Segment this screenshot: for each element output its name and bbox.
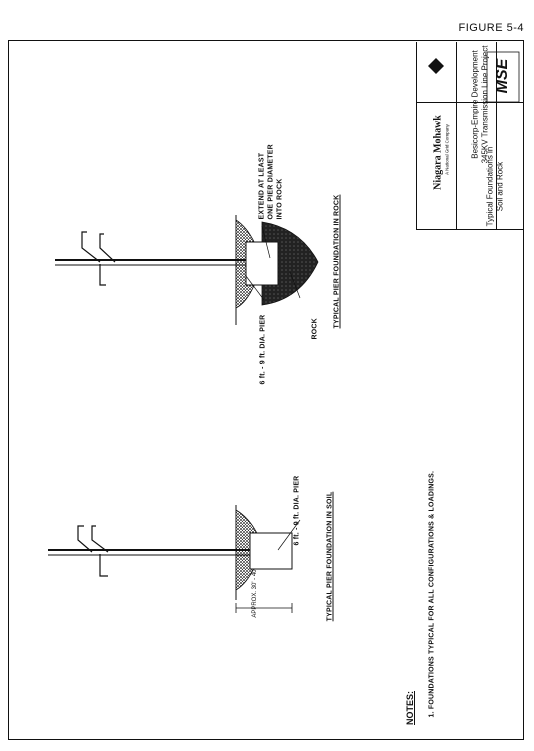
rock-foundation-drawing [55, 215, 318, 325]
soil-depth-label: APPROX. 30' - 40' [252, 568, 258, 618]
rock-pole-arm-lower-1 [100, 264, 106, 285]
rock-pole-arm-upper-2 [100, 234, 115, 262]
rock-extend-line-1: EXTEND AT LEAST [258, 152, 266, 220]
project-line-2: 345KV Transmission Line Project [480, 45, 490, 164]
rock-extend-line-3: INTO ROCK [276, 178, 284, 220]
soil-pole-arm-lower-1 [100, 554, 108, 576]
soil-pole-arm-upper-2 [92, 526, 108, 552]
company-name: Niagara Mohawk [432, 115, 444, 190]
rock-label: ROCK [311, 318, 319, 340]
rock-extend-line-2: ONE PIER DIAMETER [267, 144, 275, 220]
mse-logo-text: MSE [494, 58, 511, 94]
rock-pole-arm-upper-1 [82, 232, 100, 262]
company-subtitle: A National Grid Company [444, 124, 450, 175]
drawing-title-line-2: Soil and Rock [495, 161, 505, 212]
drawing-title-line-1: Typical Foundations in [485, 146, 495, 227]
project-line-1: Besicorp-Empire Development [470, 50, 480, 159]
rock-pier [246, 242, 278, 285]
notes-heading: NOTES: [405, 690, 415, 725]
soil-foundation-drawing [48, 505, 300, 613]
soil-detail-caption: TYPICAL PIER FOUNDATION IN SOIL [326, 491, 334, 622]
soil-pole-arm-upper-1 [78, 526, 92, 552]
notes-item-1: 1. FOUNDATIONS TYPICAL FOR ALL CONFIGURATIONS & LOADINGS. [428, 470, 436, 718]
rock-pier-diameter-label: 6 ft. - 9 ft. DIA. PIER [259, 314, 267, 385]
figure-label: FIGURE 5-4 [458, 22, 524, 34]
soil-pier-diameter-label: 6 ft. - 9 ft. DIA. PIER [293, 475, 301, 546]
rock-detail-caption: TYPICAL PIER FOUNDATION IN ROCK [333, 194, 341, 329]
